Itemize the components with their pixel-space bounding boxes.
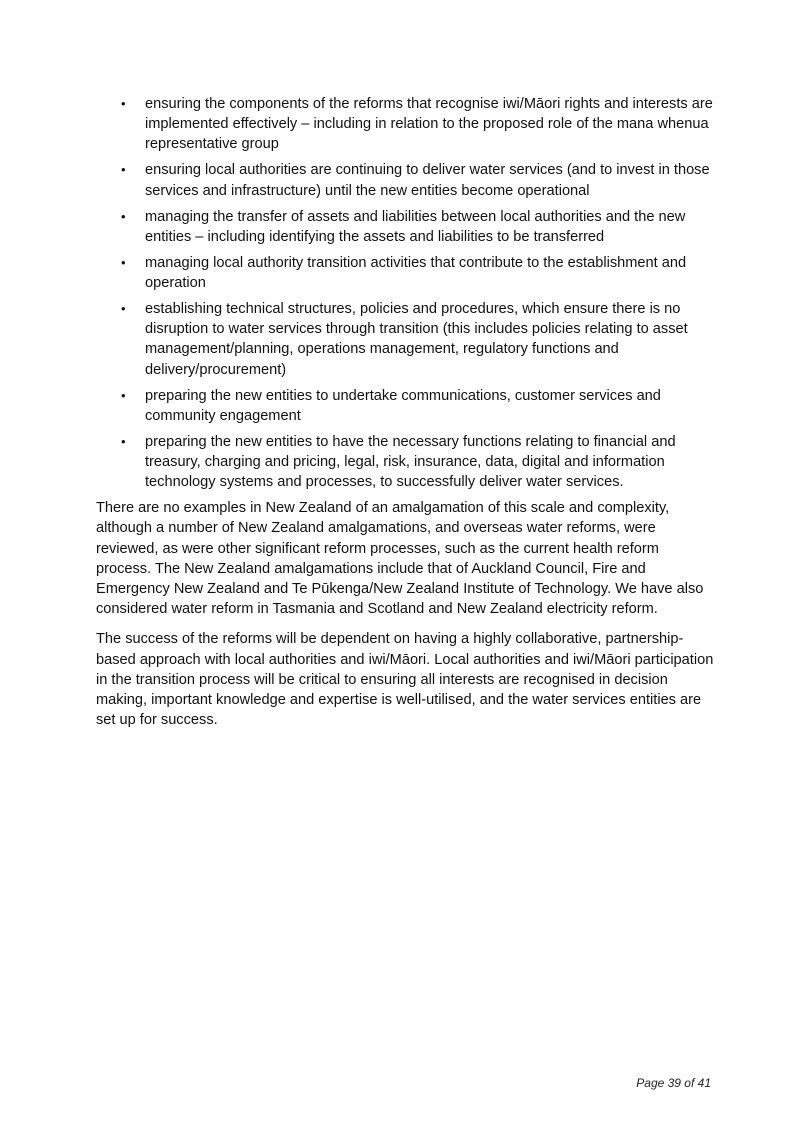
bullet-icon: • bbox=[121, 96, 126, 111]
bullet-icon: • bbox=[121, 301, 126, 317]
list-item bbox=[96, 386, 714, 426]
list-item bbox=[96, 432, 714, 493]
page-content bbox=[96, 94, 714, 740]
bullet-icon: • bbox=[121, 387, 126, 403]
list-item-text: ensuring the components of the reforms that recognise iwi/Māori rights and interests are implemented effectively – including in relation to the proposed role of the mana whenua representative group bbox=[145, 96, 713, 153]
bullet-icon: • bbox=[121, 208, 126, 224]
list-item-text: managing local authority transition activities that contribute to the establishment and operation bbox=[145, 254, 687, 292]
list-item-text: establishing technical structures, policies and procedures, which ensure there is no disruption to water services through transition (this includes policies relating to asset management/planning, operations management, regulatory functions and delivery/procurement) bbox=[145, 301, 688, 378]
list-item-text: ensuring local authorities are continuing to deliver water services (and to invest in those services and infrastructure) until the new entities become operational bbox=[145, 162, 710, 199]
list-item bbox=[96, 160, 714, 200]
bullet-icon: • bbox=[121, 433, 126, 449]
list-item-text: preparing the new entities to have the necessary functions relating to financial and treasury, charging and pricing, legal, risk, insurance, data, digital and information technology systems and processes, to successfully deliver water services. bbox=[145, 433, 676, 491]
list-item-text: preparing the new entities to undertake communications, customer services and community engagement bbox=[145, 387, 661, 424]
list-item bbox=[96, 253, 714, 293]
list-item bbox=[96, 94, 714, 155]
body-paragraph: There are no examples in New Zealand of an amalgamation of this scale and complexity, although a number of New Zealand amalgamations, and overseas water reforms, were reviewed, as were other significant reform processes, such as the current health reform process. The New Zealand amalgamations include that of Auckland Council, Fire and Emergency New Zealand and Te Pūkenga/New Zealand Institute of Technology. We have also considered water reform in Tasmania and Scotland and New Zealand electricity reform. bbox=[96, 500, 704, 618]
page-number: Page 39 of 41 bbox=[636, 1076, 711, 1090]
list-item bbox=[96, 299, 714, 380]
list-item-text: managing the transfer of assets and liabilities between local authorities and the new entities – including identifying the assets and liabilities to be transferred bbox=[145, 208, 686, 245]
list-item bbox=[96, 207, 714, 247]
body-paragraph: The success of the reforms will be dependent on having a highly collaborative, partnership-based approach with local authorities and iwi/Māori. Local authorities and iwi/Māori participation in the transition process will be critical to ensuring all interests are recognised in decision making, important knowledge and expertise is well-utilised, and the water services entities are set up for success. bbox=[96, 631, 714, 729]
bullet-icon: • bbox=[121, 254, 126, 270]
bullet-list bbox=[96, 94, 714, 492]
bullet-icon: • bbox=[121, 162, 126, 178]
